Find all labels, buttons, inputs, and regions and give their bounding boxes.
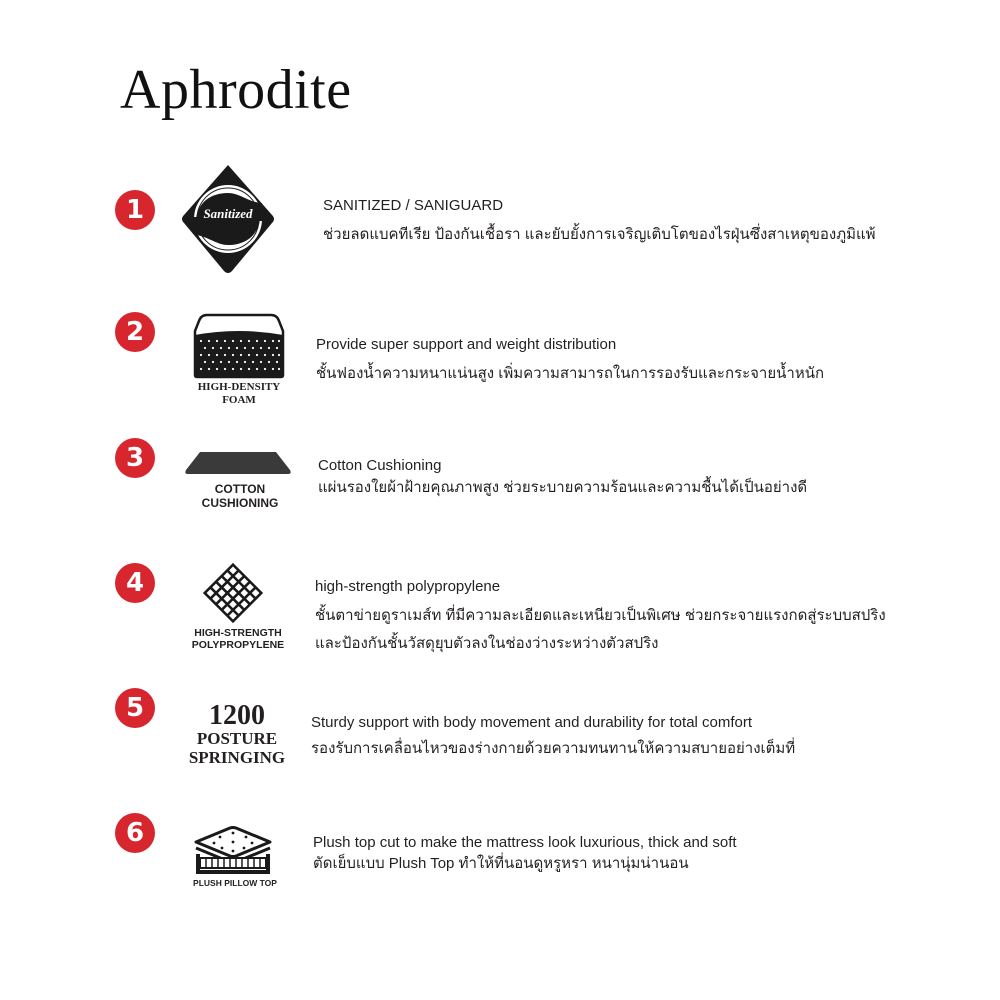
svg-text:Sanitized: Sanitized [203, 206, 253, 221]
feature-number-badge: 4 [115, 563, 155, 603]
feature-number-badge: 2 [115, 312, 155, 352]
feature-number-badge: 3 [115, 438, 155, 478]
feature-th-text: ช่วยลดแบคทีเรีย ป้องกันเชื้อรา และยับยั้งการเจริญเติบโตของไรฝุ่นซึ่งสาเหตุของภูมิแพ้ [323, 225, 876, 243]
feature-en-text: Sturdy support with body movement and durability for total comfort [311, 714, 753, 731]
feature-number-badge: 1 [115, 190, 155, 230]
feature-5-text [311, 710, 795, 761]
feature-th-text: ชั้นฟองน้ำความหนาแน่นสูง เพิ่มความสามารถในการรองรับและกระจายน้ำหนัก [316, 364, 825, 382]
feature-4-text [315, 573, 886, 659]
feature-icon-label: HIGH-DENSITY FOAM [197, 381, 281, 406]
plush-pillow-top-icon [192, 826, 274, 876]
feature-th-text: แผ่นรองใยผ้าฝ้ายคุณภาพสูง ช่วยระบายความร้อนและความชื้นได้เป็นอย่างดี [318, 478, 808, 496]
polypropylene-mesh-icon [201, 562, 265, 624]
feature-th-text: รองรับการเคลื่อนไหวของร่างกายด้วยความทนทานให้ความสบายอย่างเต็มที่ [311, 739, 796, 757]
feature-3-text [318, 455, 807, 499]
feature-1-text [323, 192, 876, 249]
feature-icon-label: HIGH-STRENGTH POLYPROPYLENE [191, 627, 285, 652]
feature-en-text: Provide super support and weight distribution [316, 336, 617, 353]
feature-th-text: ชั้นตาข่ายดูราเมส์ท ที่มีความละเอียดและเหนียวเป็นพิเศษ ช่วยกระจายแรงกดสู่ระบบสปริง [315, 606, 886, 624]
feature-icon-label: COTTON CUSHIONING [201, 482, 279, 510]
svg-text:Actifresh: Actifresh [208, 228, 248, 238]
feature-en-text: Cotton Cushioning [318, 457, 442, 474]
feature-6-text [313, 832, 737, 874]
feature-th-text: ตัดเย็บแบบ Plush Top ทำให้ที่นอนดูหรูหรา หนานุ่มน่านอน [313, 855, 689, 872]
feature-en-text: Plush top cut to make the mattress look luxurious, thick and soft [313, 834, 737, 851]
feature-icon-label: PLUSH PILLOW TOP [193, 878, 277, 888]
feature-en-text: SANITIZED / SANIGUARD [323, 197, 504, 214]
high-density-foam-icon [193, 313, 285, 379]
feature-en-text: high-strength polypropylene [315, 578, 501, 595]
feature-number-badge: 5 [115, 688, 155, 728]
cotton-cushioning-icon [184, 450, 292, 478]
sanitized-actifresh-icon [180, 163, 276, 275]
feature-th-text: และป้องกันชั้นวัสดุยุบตัวลงในช่องว่างระหว่างตัวสปริง [315, 635, 659, 652]
feature-2-text [316, 331, 824, 388]
feature-number-badge: 6 [115, 813, 155, 853]
page-title: Aphrodite [120, 59, 352, 121]
posture-springing-icon: 1200 POSTURE SPRINGING [188, 700, 286, 767]
